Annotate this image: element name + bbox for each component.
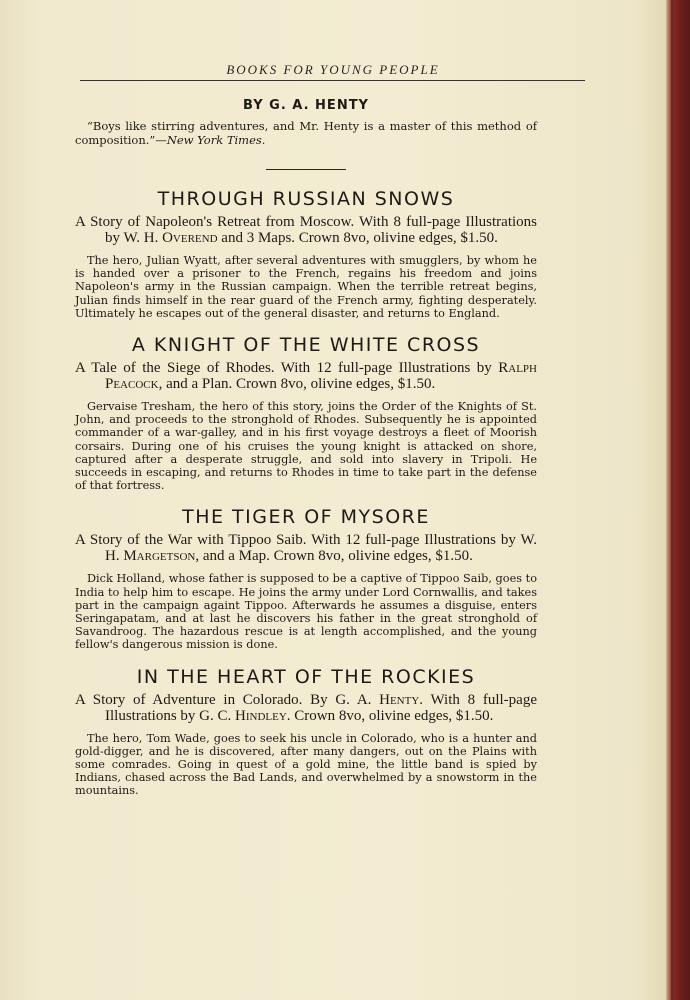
illustrator-name: Margetson [123, 548, 196, 565]
details-text: and 3 Maps. Crown 8vo, olivine edges, $1.50. [217, 230, 498, 246]
details-text: A Story of Napoleon's Retreat from Moscow. With 8 full-page Illustrations by W. H. [75, 214, 537, 246]
book-description: Gervaise Tresham, the hero of this story, joins the Order of the Knights of St. John, and proceeds to the stronghold of Rhodes. Subsequently he is appointed commander of a war-galley, and in his first voyage destroys a fleet of Moorish corsairs. During one of his cruises the young knight is attacked on shore, captured after a desperate struggle, and sold into slavery in Tripoli. He succeeds in escaping, and returns to Rhodes in time to take part in the defense of that fortress. [75, 400, 537, 493]
book-entry [75, 666, 537, 798]
book-title: THROUGH RUSSIAN SNOWS [157, 188, 455, 210]
details-text: A Story of Adventure in Colorado. By G. A. [75, 691, 380, 708]
book-description: The hero, Julian Wyatt, after several adventures with smugglers, by whom he is handed over a prisoner to the French, regains his freedom and joins Napoleon's army in the Russian campaign. When the terrible retreat begins, Julian finds himself in the rear guard of the French army, fighting desperately. Ultimately he escapes out of the general disaster, and returns to England. [75, 254, 537, 320]
illustrator-name: Overend [162, 230, 218, 246]
author-byline: BY G. A. HENTY [243, 98, 369, 113]
page-content [75, 92, 537, 812]
book-title: THE TIGER OF MYSORE [182, 506, 430, 529]
book-title: IN THE HEART OF THE ROCKIES [136, 665, 476, 688]
book-details [75, 360, 537, 392]
quote-text: “Boys like stirring adventures, and Mr. Henty is a master of this method of composition.”— [75, 119, 537, 147]
details-text: , and a Plan. Crown 8vo, olivine edges, $1.50. [158, 376, 436, 393]
header-rule [80, 80, 585, 81]
book-spine [666, 0, 690, 1000]
press-quote [75, 119, 537, 147]
book-details [75, 214, 537, 246]
quote-source: New York Times. [166, 133, 266, 147]
running-head: BOOKS FOR YOUNG PEOPLE [226, 62, 440, 77]
details-text: A Story of the War with Tippoo Saib. With 12 full-page Illustrations by W. H. [75, 532, 537, 565]
book-entry [75, 506, 537, 651]
book-description: Dick Holland, whose father is supposed to be a captive of Tippoo Saib, goes to India to help him to escape. He joins the army under Lord Cornwallis, and takes part in the campaign againt Tippoo. Afterwards he assumes a disguise, enters Seringapatam, and at last he discovers his father in the great stronghold of Savandroog. The hazardous rescue is at length accomplished, and the young fellow's dangerous mission is done. [75, 572, 537, 652]
book-entry [75, 188, 537, 320]
book-title: A KNIGHT OF THE WHITE CROSS [131, 334, 481, 357]
book-description: The hero, Tom Wade, goes to seek his uncle in Colorado, who is a hunter and gold-digger, and he is discovered, after many dangers, out on the Plains with some comrades. Going in quest of a gold mine, the little band is spied by Indians, chased across the Bad Lands, and overwhelmed by a snowstorm in the mountains. [75, 731, 537, 798]
illustrator-name: Ralph Peacock [105, 360, 537, 393]
section-divider [266, 169, 346, 170]
author-name: Henty [379, 691, 420, 708]
details-text: . Crown 8vo, olivine edges, $1.50. [286, 707, 494, 724]
details-text: A Tale of the Siege of Rhodes. With 12 full-page Illustrations by [75, 360, 499, 377]
book-details [75, 692, 537, 724]
details-text: . With 8 full-page Illustrations by G. C. [105, 691, 537, 724]
details-text: , and a Map. Crown 8vo, olivine edges, $1.50. [195, 548, 473, 565]
illustrator-name: Hindley [235, 707, 287, 724]
book-details [75, 532, 537, 564]
book-entry [75, 334, 537, 492]
page-gutter [671, 0, 673, 1000]
